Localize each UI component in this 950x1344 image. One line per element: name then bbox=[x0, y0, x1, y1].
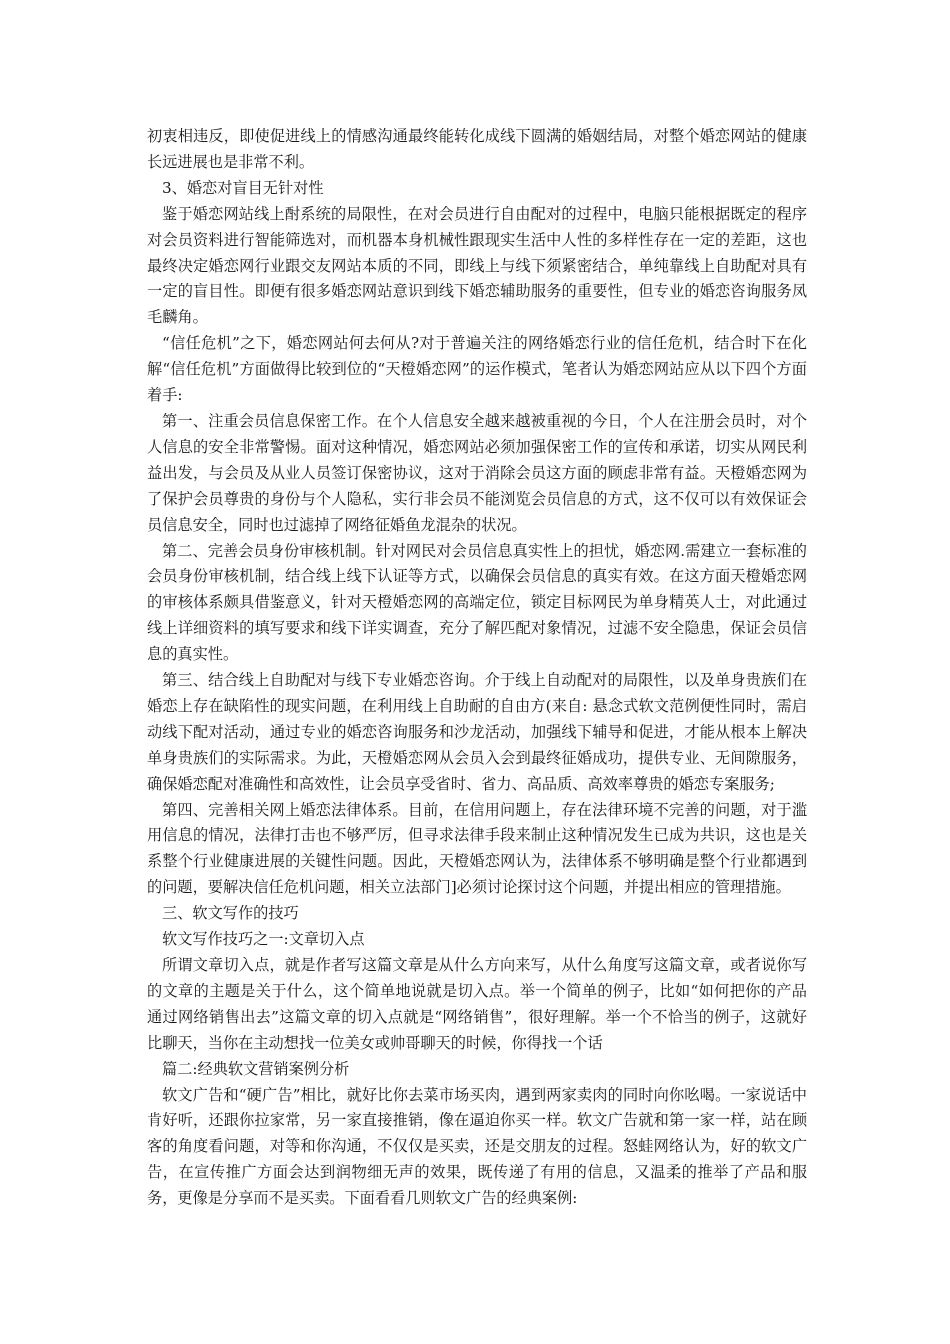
paragraph-entry-point: 所谓文章切入点，就是作者写这篇文章是从什么方向来写，从什么角度写这篇文章，或者说你写的文章的主题是关于什么，这个简单地说就是切入点。举一个简单的例子，比如“如何把你的产品通过网络销售出去”这篇文章的切入点就是“网络销售”，很好理解。举一个不恰当的例子，这就好比聊天，当你在主动想找一位美女或帅哥聊天的时候，你得找一个话 bbox=[147, 956, 807, 1052]
subheading-entry-point: 软文写作技巧之一:文章切入点 bbox=[162, 930, 365, 949]
section-heading-writing-skills: 三、软文写作的技巧 bbox=[162, 904, 299, 923]
paragraph-point-one: 第一、注重会员信息保密工作。在个人信息安全越来越被重视的今日，个人在注册会员时，对个人信息的安全非常警惕。面对这种情况，婚恋网站必须加强保密工作的宣传和承诺，切实从网民利益出发，与会员及从业人员签订保密协议，这对于消除会员这方面的顾虑非常有益。天橙婚恋网为了保护会员尊贵的身份与个人隐私，实行非会员不能浏览会员信息的方式，这不仅可以有效保证会员信息安全，同时也过滤掉了网络征婚鱼龙混杂的状况。 bbox=[147, 411, 807, 534]
paragraph-point-four: 第四、完善相关网上婚恋法律体系。目前，在信用问题上，存在法律环境不完善的问题，对于滥用信息的情况，法律打击也不够严厉，但寻求法律手段来制止这种情况发生已成为共识，这也是关系整个行业健康进展的关键性问题。因此，天橙婚恋网认为，法律体系不够明确是整个行业都遇到的问题，要解决信任危机问题，相关立法部门]必须讨论探讨这个问题，并提出相应的管理措施。 bbox=[147, 800, 807, 897]
paragraph-soft-ads: 软文广告和“硬广告”相比，就好比你去菜市场买肉，遇到两家卖肉的同时向你吆喝。一家说话中肯好听，还跟你拉家常，另一家直接推销，像在逼迫你买一样。软文广告就和第一家一样，站在顾客的角度看问题，对等和你沟通，不仅仅是买卖，还是交朋友的过程。怒蛙网络认为，好的软文广告，在宣传推广方面会达到润物细无声的效果，既传递了有用的信息，又温柔的推举了产品和服务，更像是分享而不是买卖。下面看看几则软文广告的经典案例: bbox=[147, 1085, 807, 1208]
paragraph-continuation: 初衷相违反，即使促进线上的情感沟通最终能转化成线下圆满的婚姻结局，对整个婚恋网站的健康长远进展也是非常不利。 bbox=[147, 127, 807, 171]
document-body bbox=[147, 124, 807, 1212]
section-heading-case-analysis: 篇二:经典软文营销案例分析 bbox=[162, 1059, 350, 1078]
paragraph-trust-crisis: “信任危机”之下，婚恋网站何去何从?对于普遍关注的网络婚恋行业的信任危机，结合时下在化解“信任危机”方面做得比较到位的“天橙婚恋网”的运作模式，笔者认为婚恋网站应从以下四个方面着手: bbox=[147, 334, 807, 405]
section-heading-blind-matching: 3、婚恋对盲目无针对性 bbox=[162, 178, 324, 197]
paragraph-point-two: 第二、完善会员身份审核机制。针对网民对会员信息真实性上的担忧，婚恋网.需建立一套标准的会员身份审核机制，结合线上线下认证等方式，以确保会员信息的真实有效。在这方面天橙婚恋网的审核体系颇具借鉴意义，针对天橙婚恋网的高端定位，锁定目标网民为单身精英人士，对此通过线上详细资料的填写要求和线下详实调查，充分了解匹配对象情况，过滤不安全隐患，保证会员信息的真实性。 bbox=[147, 541, 807, 664]
paragraph-online-matching-limits: 鉴于婚恋网站线上酎系统的局限性，在对会员进行自由配对的过程中，电脑只能根据既定的程序对会员资料进行智能筛选对，而机器本身机械性跟现实生活中人性的多样性存在一定的差距，这也最终决定婚恋网行业跟交友网站本质的不同，即线上与线下须紧密结合，单纯靠线上自助配对具有一定的盲目性。即便有很多婚恋网站意识到线下婚恋辅助服务的重要性，但专业的婚恋咨询服务凤毛麟角。 bbox=[147, 204, 807, 327]
paragraph-point-three: 第三、结合线上自助配对与线下专业婚恋咨询。介于线上自动配对的局限性，以及单身贵族们在婚恋上存在缺陷性的现实问题，在利用线上自助耐的自由方(来自: 悬念式软文范例便性同时，需启动线下配对活动，通过专业的婚恋咨询服务和沙龙活动，加强线下辅导和促进，才能从根本上解决单身贵族们的实际需求。为此，天橙婚恋网从会员入会到最终征婚成功，提供专业、无间隙服务，确保婚恋配对准确性和高效性，让会员享受省时、省力、高品质、高效率尊贵的婚恋专案服务; bbox=[147, 671, 807, 793]
